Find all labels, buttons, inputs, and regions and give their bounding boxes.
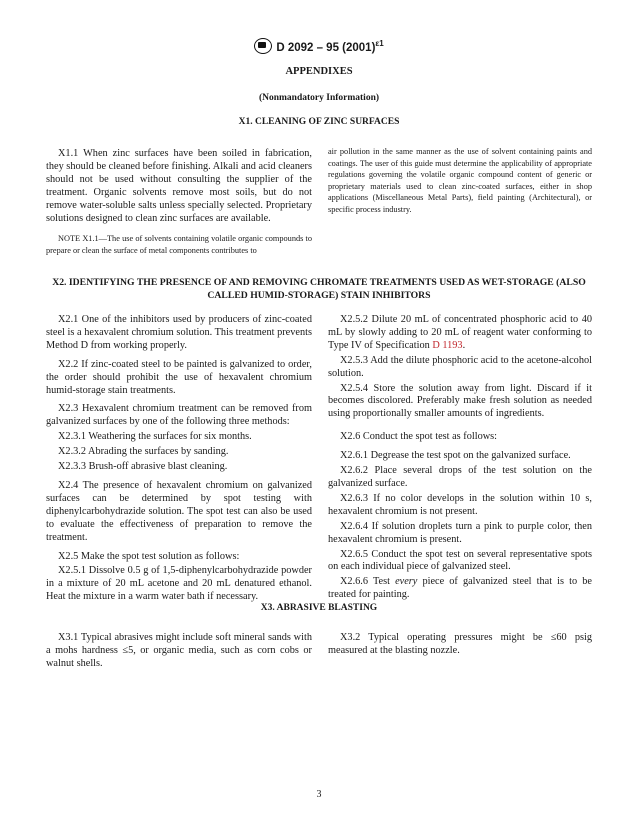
- x1-left-column: [46, 148, 312, 257]
- x3-left-column: [46, 632, 312, 677]
- x2-3-paragraph: X2.3 Hexavalent chromium treatment can be removed from galvanized surfaces by one of the following three methods:: [46, 403, 312, 428]
- x2-6-4-paragraph: X2.6.4 If solution droplets turn a pink to purple color, then hexavalent chromium is present.: [328, 520, 592, 545]
- x2-right-column: [328, 314, 592, 608]
- x2-heading-line2: CALLED HUMID-STORAGE) STAIN INHIBITORS: [207, 290, 431, 301]
- spec-d1193-link[interactable]: D 1193: [432, 339, 463, 351]
- x2-6-6-text: X2.6.6 Test: [340, 576, 396, 588]
- appendixes-title: APPENDIXES: [285, 66, 353, 77]
- x2-5-3-paragraph: X2.5.3 Add the dilute phosphoric acid to the acetone-alcohol solution.: [328, 354, 592, 379]
- note-x1-1-continued: air pollution in the same manner as the use of solvent containing paints and coatings. The user of this guide must determine the applicability of appropriate regulations governing the volatile organic compound content of generic or proprietary materials used to clean zinc-coated surfaces, either in shop applications (Miscellaneous Metal Parts), field painting (Architectural), or specific process industry.: [328, 147, 592, 214]
- astm-logo-icon: [254, 38, 272, 54]
- x3-right-column: [328, 632, 592, 664]
- epsilon-superscript: ε1: [375, 39, 384, 49]
- x2-4-paragraph: X2.4 The presence of hexavalent chromium on galvanized surfaces can be determined by spot testing with diphenylcarbohydrazide solution. The spot test can also be used to evaluate the effectiveness of preparation to remove the treatment.: [46, 479, 312, 543]
- x2-6-6-end: piece of galvanized steel that is to be treated for painting.: [328, 576, 592, 601]
- x2-5-2-paragraph: [328, 314, 592, 353]
- x3-2-paragraph: X3.2 Typical operating pressures might be ≤60 psig measured at the blasting nozzle.: [328, 632, 592, 656]
- x2-heading-line1: X2. IDENTIFYING THE PRESENCE OF AND REMOVING CHROMATE TREATMENTS USED AS WET-STORAGE (ALSO: [52, 277, 586, 288]
- x2-3-3-paragraph: X2.3.3 Brush-off abrasive blast cleaning.: [58, 461, 228, 473]
- x2-2-paragraph: X2.2 If zinc-coated steel to be painted is galvanized to order, the order should prohibit the use of hexavalent chromium humid-storage stain treatments.: [46, 358, 312, 396]
- x3-1-paragraph: X3.1 Typical abrasives might include soft mineral sands with a mohs hardness ≤5, or organic media, such as corn cobs or walnut shells.: [46, 632, 312, 669]
- note-x1-1: [46, 233, 312, 256]
- x1-heading: X1. CLEANING OF ZINC SURFACES: [238, 117, 400, 127]
- x2-left-column: [46, 314, 312, 610]
- page-number: 3: [316, 789, 322, 800]
- x2-6-1-paragraph: X2.6.1 Degrease the test spot on the galvanized surface.: [340, 450, 571, 462]
- designation: D 2092 – 95 (2001): [276, 42, 376, 54]
- x2-6-6-emphasis: every: [395, 576, 418, 588]
- x2-6-3-paragraph: X2.6.3 If no color develops in the solution within 10 s, hexavalent chromium is not present.: [328, 492, 592, 517]
- x1-1-paragraph: X1.1 When zinc surfaces have been soiled in fabrication, they should be cleaned before finishing. Alkali and acid cleaners should not be used without consulting the supplier of the treatment. Organic solvents remove most soils, but do not remove water-soluble salts unless specially selected. Proprietary solutions designed to clean zinc surfaces are available.: [46, 148, 312, 224]
- nonmandatory-label: (Nonmandatory Information): [258, 93, 380, 103]
- x2-6-paragraph: X2.6 Conduct the spot test as follows:: [340, 431, 498, 443]
- x2-5-1-paragraph: X2.5.1 Dissolve 0.5 g of 1,5-diphenylcarbohydrazide powder in a mixture of 20 mL acetone and 20 mL denatured ethanol. Heat the mixture in a warm water bath if necessary.: [46, 565, 312, 603]
- x2-6-6-paragraph: [328, 576, 592, 602]
- x2-heading: [46, 276, 592, 302]
- x2-6-2-paragraph: X2.6.2 Place several drops of the test solution on the galvanized surface.: [328, 465, 592, 489]
- x2-6-5-paragraph: X2.6.5 Conduct the spot test on several representative spots on each individual piece of galvanized steel.: [328, 548, 592, 573]
- x2-3-1-paragraph: X2.3.1 Weathering the surfaces for six months.: [58, 431, 252, 443]
- x2-5-paragraph: X2.5 Make the spot test solution as follows:: [58, 550, 240, 562]
- document-header: [0, 38, 638, 54]
- x3-heading: X3. ABRASIVE BLASTING: [260, 603, 378, 613]
- note-x1-1-start: NOTE X1.1—The use of solvents containing volatile organic compounds to prepare or clean the surface of metal components contributes to: [46, 234, 312, 256]
- x2-5-4-paragraph: X2.5.4 Store the solution away from light. Discard if it becomes discolored. Preferably make fresh solution as needed using proportionally smaller amounts of ingredients.: [328, 382, 592, 420]
- x2-5-2-text: X2.5.2 Dilute 20 mL of concentrated phosphoric acid to 40 mL by slowly adding to 20 mL of reagent water conforming to Type IV of Specification: [328, 314, 592, 351]
- x2-3-2-paragraph: X2.3.2 Abrading the surfaces by sanding.: [58, 446, 229, 458]
- x2-5-2-end: .: [462, 339, 466, 351]
- x2-1-paragraph: X2.1 One of the inhibitors used by producers of zinc-coated steel is a hexavalent chromium solution. This treatment prevents Method D from working properly.: [46, 314, 312, 351]
